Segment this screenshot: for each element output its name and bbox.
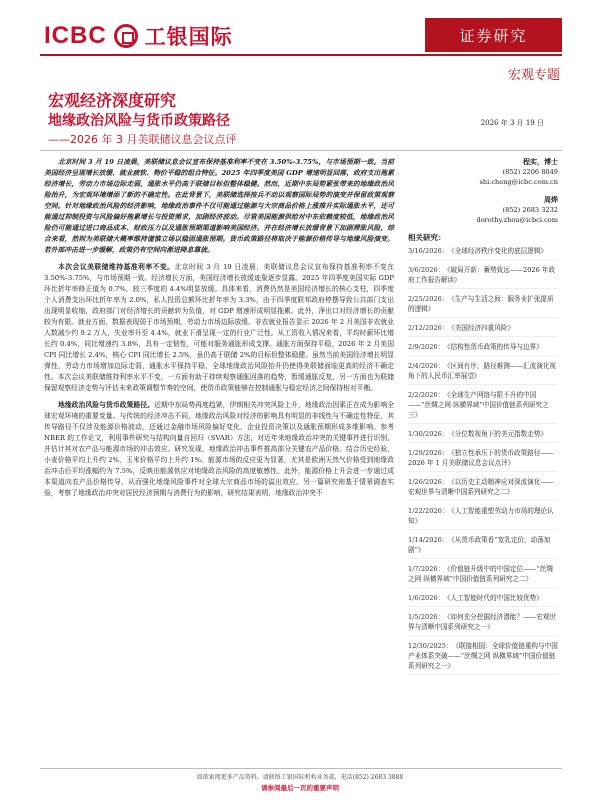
related-text: 《结构性货币政策的传导与边界》 [447, 343, 543, 351]
related-item[interactable] [408, 429, 558, 443]
related-item[interactable] [408, 593, 558, 607]
related-item[interactable] [408, 535, 558, 559]
title-divider [40, 150, 562, 151]
related-text: 《如何充分挖掘经济潜能？——宏观世界与清晰中国系列研究之一》 [408, 613, 557, 631]
related-date: 1/7/2026： [408, 565, 445, 573]
related-text: 《从货币政策看“宽乳定价，动荡加剧”》 [408, 536, 551, 554]
report-type: 宏观专题 [507, 68, 560, 83]
related-text: 《价值链升级中的中国定位——“丝绸之网 纵横界域”中国价值链系列研究之二》 [408, 565, 553, 583]
analyst-name: 周烨 [544, 195, 558, 204]
related-date: 1/26/2026： [408, 478, 449, 486]
related-date: 1/22/2026： [408, 507, 449, 515]
related-date: 1/6/2026： [408, 594, 445, 602]
related-date: 3/16/2026： [408, 247, 449, 255]
related-text: 《全球经济秩序变化的底层逻辑》 [451, 247, 548, 255]
related-item[interactable] [408, 265, 558, 289]
report-title: 宏观经济深度研究 [48, 91, 177, 110]
related-date: 12/30/2025： [408, 642, 453, 650]
analyst-email[interactable]: dorothy.zhou@icbci.com [476, 216, 558, 224]
related-item[interactable] [408, 477, 558, 501]
related-date: 1/29/2026： [408, 449, 449, 457]
related-item[interactable] [408, 564, 558, 588]
related-date: 2/4/2026： [408, 362, 445, 370]
related-date: 1/30/2026： [408, 430, 449, 438]
related-date: 2/12/2026： [408, 324, 449, 332]
related-date: 2/25/2026： [408, 295, 449, 303]
paragraph-text: 近期中东局势再度趋紧，伊朗相关冲突风险上升，地缘政治因素正在成为影响全球宏观环境的重要变量。与传统的经济冲击不同，地缘政治风险对经济的影响具有明显的非线性与不确定性特征，其传导路径不仅涉及能源价格波动，还通过金融市场风险偏好变化、企业投资决策以及通胀预期形成多维影响。参考 NBER 的工作论文，利用事件研究与结构向量自回归（SVAR）方法，对近年来地缘政治冲突的关键事件进行识别，并估计其对农产品与能源市场的冲击效应。研究发现，地缘政治冲击事件推高部分关键农产品价格。结合历史经验，小麦价格平均上升约 2%，玉米价格平均上升约 1%。能源市场的反应更为显著，尤其是欧洲天然气价格受到地缘政治冲击后平均涨幅约为 7.5%，反映出能源供应对地缘政治风险的高度敏感性。此外，能源价格上升会进一步通过成本渠道向农产品价格传导，从而强化地缘风险事件对全球大宗商品市场的溢出效应。另一篇研究则基于情景调查实验，考察了地缘政治冲突对居民经济预期与消费行为的影响，研究结果表明，地缘政治冲突不 [44, 401, 395, 497]
related-date: 2/2/2026： [408, 391, 445, 399]
analyst-phone: (852) 2683 3232 [502, 206, 558, 214]
related-text: 《全球生产网络与限不升的中国——“丝绸之网 纵横界域”中国价值链系列研究之三》 [408, 391, 549, 419]
related-item[interactable] [408, 390, 558, 424]
paragraph-lead: 本次会议美联储维持基准利率不变。 [58, 263, 175, 271]
related-item[interactable] [408, 506, 558, 530]
related-item[interactable] [408, 612, 558, 636]
analyst-card [408, 195, 558, 225]
related-item[interactable] [408, 342, 558, 356]
footer-contact: 如欲索阅更多产品资料，请联络工银国际机构业务部，电话(852) 2683 3888 [196, 774, 404, 781]
related-text: 《联接相国：全球价值链重构与中国产业体系突破——“丝绸之网 纵横界域”中国价值链系列研究之一》 [408, 642, 558, 670]
header-divider [40, 54, 562, 56]
brand-latin: ICBC [44, 22, 107, 49]
related-date: 2/9/2026： [408, 343, 445, 351]
related-item[interactable] [408, 294, 558, 318]
paragraph-lead: 地缘政治风险与货币政策路径。 [58, 401, 155, 409]
related-text: 《独立性承压下的货币政策路径——2026 年 1 月美联储议息会议点评》 [408, 449, 554, 467]
related-text: 《美国经济四重风险》 [451, 324, 515, 332]
report-subtitle: 地缘政治风险与货币政策路径 [48, 113, 230, 129]
analyst-phone: (852) 2206 8049 [502, 168, 558, 176]
related-date: 1/14/2026： [408, 536, 449, 544]
related-text: 《分位数视角下的美元指数走势》 [451, 430, 548, 438]
sidebar [408, 157, 558, 680]
related-item[interactable] [408, 448, 558, 472]
body-paragraph-2 [44, 400, 394, 499]
related-date: 1/5/2026： [408, 613, 445, 621]
report-date: 2026 年 3 月 19 日 [480, 119, 544, 127]
related-item[interactable] [408, 246, 558, 260]
analyst-email[interactable]: shi.cheng@icbc.com.cn [479, 178, 558, 186]
icbc-emblem-icon [114, 24, 138, 48]
related-item[interactable] [408, 641, 558, 675]
related-text: 《人工智能重塑劳动力市场的理论认知》 [408, 507, 554, 525]
related-text: 《人工智能时代的中国比较优势》 [447, 594, 543, 602]
related-text: 《生产与生活之间：服务业扩张提质的逻辑》 [408, 295, 554, 313]
paragraph-text: 北京时间 3 月 19 日凌晨，美联储议息会议宣布保持基准利率不变在 3.50%-3.75%，与市场预期一致。经济增长方面，美国经济增长放缓迹象逐步显露。2025 年四季度美国实际 GDP 环比折年率修正值为 0.7%，较三季度的 4.4%明显放缓。具体来看，消费仍然是美国经济增长的核心支柱，四季度个人消费支出环比折年率为 2.0%，私人投资总额环比折年率为 3.3%，由于四季度联邦政府停摆导致公共部门支出出现明显收缩，政府部门对经济增长的贡献转为负值，对 GDP 增速形成明显拖累。此外，净出口对经济增长的贡献较为有限。就业方面，数据表现弱于市场预期，劳动力市场边际放缓。非农就业报告显示 2026 年 2 月美国非农就业人数减少约 9.2 万人，失业率升至 4.4%，就业下滑呈现一定的行业广泛性。从工资收入情况来看，平均时薪环比增长约 0.4%，同比增速约 3.8%，具有一定韧性，可能对服务通胀形成支撑。通胀方面保持平稳，2026 年 2 月美国 CPI 同比增长 2.4%，核心 CPI 同比增长 2.5%，虽仍高于联储 2%的目标但整体稳健。虽然当前美国经济增长明显弹性，劳动力市场增加边际走弱，通胀水平保持平稳，全球地缘政治风险抬升仍使得美联储面临更高的经济不确定性。本次会议美联储维持利率水平不变，一方面有助于持续观察通胀回落的趋势，暂缓通胀反复，另一方面也为联储保留观察经济走势与评估未来政策调整节奏的空间，使货币政策能够在控制通胀与稳定经济之间保持相对平衡。 [44, 263, 395, 392]
related-date: 3/6/2026： [408, 266, 445, 274]
body-paragraph-1 [44, 262, 394, 394]
summary-paragraph: 北京时间 3 月 19 日凌晨，美联储议息会议宣布保持基准利率不变在 3.50%-3.75%，与市场预期一致。当前美国经济呈现增长放缓、就业疲软、物价平稳的组合特征。2025 年四季度美国 GDP 增速明显回落，政府支出拖累经济增长，劳动力市场边际走弱，通胀水平仍高于联储目标但整体稳健。然而，近期中东局势紧张带来的地缘政治风险抬升，为宏观环境增添了新的不确定性。在此背景下，美联储选择按兵不动以观察国际局势的演变并保留政策观察空间。针对地缘政治风险的经济影响，地缘政治事件不仅可能通过能源与大宗商品价格上涨推升实际通胀水平，还可能通过抑制投资与风险偏好拖累增长与投资需求，加剧经济波动。尽管美国能源供给对中东依赖度较低，地缘政治风险仍可能通过进口商品成本、财政压力以及通胀预期渠道影响美国经济。并在经济增长放缓背景下加剧滞胀风险，综合来看，然则为美联储大概率维持谨慎立场以稳固通胀预期。货币政策路径将取决于能源价格传导与地缘风险演变。若外部冲击进一步缓解，政策仍有空间向渐进降息靠拢。 [44, 158, 394, 254]
brand-chinese: 工银国际 [144, 25, 233, 49]
analyst-card [408, 157, 558, 187]
related-text: 《区间有序，路径难测——汇流演化视角下的人民币汇率展望》 [408, 362, 557, 380]
main-body [44, 157, 394, 499]
related-research-title: 相关研究： [408, 233, 446, 242]
related-research-list [408, 246, 558, 675]
footer-disclaimer[interactable]: 请参阅最后一页的重要声明 [261, 784, 339, 792]
section-tab: 证券研究 [425, 18, 562, 52]
related-text: 《以历史主动精神应对深流演化——宏观世界与清晰中国系列研究之二》 [408, 478, 554, 496]
related-item[interactable] [408, 361, 558, 385]
related-text: 《破局开新：蓄势致远——2026 年政府工作报告解读》 [408, 266, 556, 284]
report-event: ——2026 年 3 月美联储议息会议点评 [48, 133, 237, 146]
analyst-name: 程实，博士 [523, 157, 558, 166]
related-item[interactable] [408, 323, 558, 337]
footer-divider [40, 768, 562, 769]
brand-logo [44, 20, 233, 52]
